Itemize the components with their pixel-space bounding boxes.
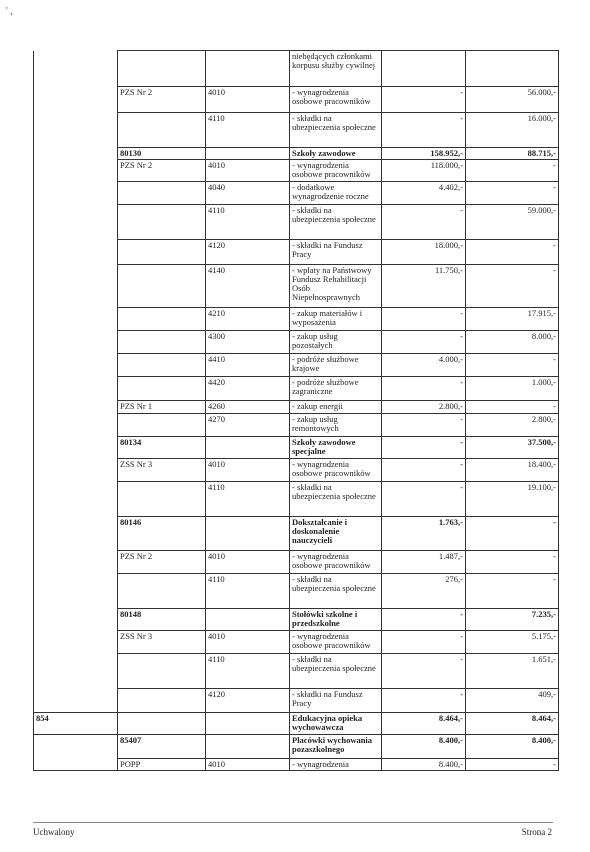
cell-c3: 4260: [206, 401, 290, 414]
cell-c2: [118, 354, 206, 377]
cell-c2: [118, 654, 206, 689]
cell-c6: 5.175,-: [466, 631, 559, 654]
cell-c3: 4110: [206, 113, 290, 148]
cell-c4: - wynagrodzenia osobowe pracowników: [290, 631, 382, 654]
cell-c6: 2.800,-: [466, 414, 559, 437]
cell-c2: POPP: [118, 759, 206, 771]
footer-status: Uchwalony: [33, 827, 75, 837]
cell-c5: 4.402,-: [382, 182, 466, 205]
cell-c2: PZS Nr 1: [118, 401, 206, 414]
cell-c5: 11.750,-: [382, 265, 466, 308]
cell-c1: [34, 414, 118, 437]
cell-c1: [34, 160, 118, 182]
cell-c5: -: [382, 631, 466, 654]
cell-c5: 18.000,-: [382, 240, 466, 265]
cell-c1: [34, 437, 118, 459]
cell-c3: 4110: [206, 205, 290, 240]
table-row: [34, 631, 559, 654]
table-row: [34, 401, 559, 414]
cell-c2: [118, 308, 206, 331]
cell-c6: 56.000,-: [466, 87, 559, 113]
cell-c2: [118, 713, 206, 735]
cell-c1: [34, 331, 118, 354]
cell-c6: 1.000,-: [466, 377, 559, 401]
cell-c4: Szkoły zawodowe specjalne: [290, 437, 382, 459]
cell-c2: 80146: [118, 517, 206, 551]
cell-c2: 80130: [118, 148, 206, 160]
cell-c3: [206, 437, 290, 459]
cell-c1: [34, 265, 118, 308]
cell-c6: -: [466, 759, 559, 771]
cell-c4: - wpłaty na Państwowy Fundusz Rehabilitacji Osób Niepełnosprawnych: [290, 265, 382, 308]
cell-c6: -: [466, 551, 559, 574]
table-row: [34, 517, 559, 551]
table-row: [34, 148, 559, 160]
table-row: [34, 354, 559, 377]
cell-c2: PZS Nr 2: [118, 551, 206, 574]
cell-c6: 18.400,-: [466, 459, 559, 482]
cell-c2: [118, 182, 206, 205]
cell-c2: ZSS Nr 3: [118, 631, 206, 654]
cell-c2: 85407: [118, 735, 206, 759]
cell-c1: [34, 631, 118, 654]
cell-c5: -: [382, 459, 466, 482]
cell-c6: 8.400,-: [466, 735, 559, 759]
table-row: [34, 459, 559, 482]
cell-c4: - zakup energii: [290, 401, 382, 414]
cell-c2: [118, 689, 206, 713]
cell-c4: - składki na ubezpieczenia społeczne: [290, 482, 382, 517]
cell-c5: 2.800,-: [382, 401, 466, 414]
cell-c5: 118.000,-: [382, 160, 466, 182]
cell-c4: - składki na ubezpieczenia społeczne: [290, 654, 382, 689]
cell-c4: - składki na Fundusz Pracy: [290, 689, 382, 713]
cell-c4: - składki na Fundusz Pracy: [290, 240, 382, 265]
cell-c3: 4040: [206, 182, 290, 205]
cell-c5: -: [382, 87, 466, 113]
cell-c2: PZS Nr 2: [118, 160, 206, 182]
cell-c5: 8.464,-: [382, 713, 466, 735]
cell-c2: [118, 574, 206, 609]
cell-c5: -: [382, 205, 466, 240]
cell-c2: PZS Nr 2: [118, 87, 206, 113]
cell-c4: Placówki wychowania pozaszkolnego: [290, 735, 382, 759]
table-row: [34, 331, 559, 354]
cell-c5: -: [382, 609, 466, 631]
cell-c2: 80148: [118, 609, 206, 631]
cell-c5: -: [382, 113, 466, 148]
table-row: [34, 482, 559, 517]
cell-c5: 8.400,-: [382, 735, 466, 759]
cell-c5: -: [382, 331, 466, 354]
cell-c3: 4010: [206, 459, 290, 482]
cell-c1: [34, 377, 118, 401]
cell-c5: 158.952,-: [382, 148, 466, 160]
cell-c4: Stołówki szkolne i przedszkolne: [290, 609, 382, 631]
cell-c4: - zakup materiałów i wyposażenia: [290, 308, 382, 331]
cell-c2: [118, 113, 206, 148]
cell-c4: - wynagrodzenia osobowe pracowników: [290, 459, 382, 482]
table-row: [34, 51, 559, 87]
cell-c3: 4210: [206, 308, 290, 331]
cell-c6: -: [466, 517, 559, 551]
cell-c5: -: [382, 689, 466, 713]
cell-c6: 8.000,-: [466, 331, 559, 354]
table-row: [34, 437, 559, 459]
cell-c1: [34, 240, 118, 265]
table-row: [34, 574, 559, 609]
table-row: [34, 609, 559, 631]
cell-c2: [118, 240, 206, 265]
cell-c4: - wynagrodzenia osobowe pracowników: [290, 551, 382, 574]
table-row: [34, 689, 559, 713]
cell-c4: - wynagrodzenia osobowe pracowników: [290, 160, 382, 182]
cell-c1: [34, 517, 118, 551]
cell-c5: 276,-: [382, 574, 466, 609]
cell-c5: -: [382, 414, 466, 437]
cell-c3: 4010: [206, 87, 290, 113]
cell-c3: [206, 609, 290, 631]
cell-c6: 37.500,-: [466, 437, 559, 459]
cell-c5: [382, 51, 466, 87]
table-row: [34, 265, 559, 308]
table-row: [34, 551, 559, 574]
table-row: [34, 654, 559, 689]
table-row: [34, 160, 559, 182]
cell-c4: - składki na ubezpieczenia społeczne: [290, 113, 382, 148]
cell-c2: [118, 265, 206, 308]
cell-c6: 8.464,-: [466, 713, 559, 735]
cell-c1: [34, 148, 118, 160]
cell-c4: Dokształcanie i doskonalenie nauczycieli: [290, 517, 382, 551]
table-row: [34, 735, 559, 759]
cell-c5: 1.487,-: [382, 551, 466, 574]
cell-c5: -: [382, 308, 466, 331]
cell-c3: 4110: [206, 574, 290, 609]
cell-c2: [118, 377, 206, 401]
cell-c1: [34, 654, 118, 689]
cell-c3: 4010: [206, 631, 290, 654]
cell-c3: 4270: [206, 414, 290, 437]
cell-c3: 4010: [206, 160, 290, 182]
cell-c5: -: [382, 377, 466, 401]
cell-c1: [34, 482, 118, 517]
cell-c6: -: [466, 354, 559, 377]
cell-c3: [206, 517, 290, 551]
table-row: [34, 240, 559, 265]
cell-c2: 80134: [118, 437, 206, 459]
cell-c2: [118, 51, 206, 87]
cell-c3: [206, 51, 290, 87]
table-row: [34, 377, 559, 401]
table-row: [34, 113, 559, 148]
table-row: [34, 414, 559, 437]
cell-c3: 4300: [206, 331, 290, 354]
cell-c1: [34, 609, 118, 631]
cell-c4: - podróże służbowe krajowe: [290, 354, 382, 377]
cell-c1: [34, 51, 118, 87]
cell-c3: 4120: [206, 689, 290, 713]
cell-c4: - zakup usług remontowych: [290, 414, 382, 437]
cell-c6: 59.000,-: [466, 205, 559, 240]
cell-c6: -: [466, 240, 559, 265]
cell-c6: 16.000,-: [466, 113, 559, 148]
cell-c6: 19.100,-: [466, 482, 559, 517]
cell-c4: - wynagrodzenia osobowe pracowników: [290, 87, 382, 113]
cell-c3: 4010: [206, 759, 290, 771]
cell-c4: - dodatkowe wynagrodzenie roczne: [290, 182, 382, 205]
cell-c6: -: [466, 160, 559, 182]
cell-c3: [206, 735, 290, 759]
footer-divider: [33, 822, 553, 823]
cell-c4: - zakup usług pozostałych: [290, 331, 382, 354]
cell-c5: -: [382, 654, 466, 689]
cell-c1: [34, 459, 118, 482]
cell-c2: [118, 482, 206, 517]
cell-c3: 4140: [206, 265, 290, 308]
cell-c1: [34, 401, 118, 414]
cell-c6: 7.235,-: [466, 609, 559, 631]
cell-c3: 4410: [206, 354, 290, 377]
page-mark: ' ,: [6, 6, 13, 17]
cell-c1: [34, 759, 118, 771]
cell-c6: 1.651,-: [466, 654, 559, 689]
cell-c5: -: [382, 482, 466, 517]
cell-c6: -: [466, 574, 559, 609]
cell-c3: [206, 148, 290, 160]
cell-c6: -: [466, 182, 559, 205]
cell-c1: 854: [34, 713, 118, 735]
cell-c6: 17.915,-: [466, 308, 559, 331]
table-row: [34, 713, 559, 735]
cell-c4: Edukacyjna opieka wychowawcza: [290, 713, 382, 735]
cell-c5: -: [382, 437, 466, 459]
cell-c1: [34, 574, 118, 609]
table-row: [34, 182, 559, 205]
cell-c3: 4420: [206, 377, 290, 401]
cell-c2: [118, 331, 206, 354]
cell-c4: - podróże służbowe zagraniczne: [290, 377, 382, 401]
budget-table: [33, 50, 559, 771]
cell-c1: [34, 113, 118, 148]
cell-c4: - wynagrodzenia: [290, 759, 382, 771]
cell-c3: 4110: [206, 482, 290, 517]
cell-c1: [34, 87, 118, 113]
cell-c2: [118, 205, 206, 240]
footer-page-number: Strona 2: [521, 827, 552, 837]
cell-c6: [466, 51, 559, 87]
cell-c1: [34, 182, 118, 205]
cell-c1: [34, 735, 118, 759]
cell-c1: [34, 551, 118, 574]
cell-c2: ZSS Nr 3: [118, 459, 206, 482]
table-row: [34, 205, 559, 240]
cell-c4: - składki na ubezpieczenia społeczne: [290, 574, 382, 609]
cell-c3: 4010: [206, 551, 290, 574]
cell-c4: niebędących członkami korpusu służby cywilnej: [290, 51, 382, 87]
cell-c2: [118, 414, 206, 437]
cell-c1: [34, 689, 118, 713]
cell-c6: -: [466, 265, 559, 308]
cell-c1: [34, 308, 118, 331]
table-row: [34, 87, 559, 113]
cell-c1: [34, 205, 118, 240]
cell-c5: 4.000,-: [382, 354, 466, 377]
cell-c3: [206, 713, 290, 735]
cell-c5: 8.400,-: [382, 759, 466, 771]
cell-c3: 4120: [206, 240, 290, 265]
cell-c6: 409,-: [466, 689, 559, 713]
cell-c6: -: [466, 401, 559, 414]
cell-c5: 1.763,-: [382, 517, 466, 551]
table-row: [34, 308, 559, 331]
cell-c4: - składki na ubezpieczenia społeczne: [290, 205, 382, 240]
cell-c4: Szkoły zawodowe: [290, 148, 382, 160]
cell-c1: [34, 354, 118, 377]
cell-c6: 88.715,-: [466, 148, 559, 160]
cell-c3: 4110: [206, 654, 290, 689]
table-row: [34, 759, 559, 771]
